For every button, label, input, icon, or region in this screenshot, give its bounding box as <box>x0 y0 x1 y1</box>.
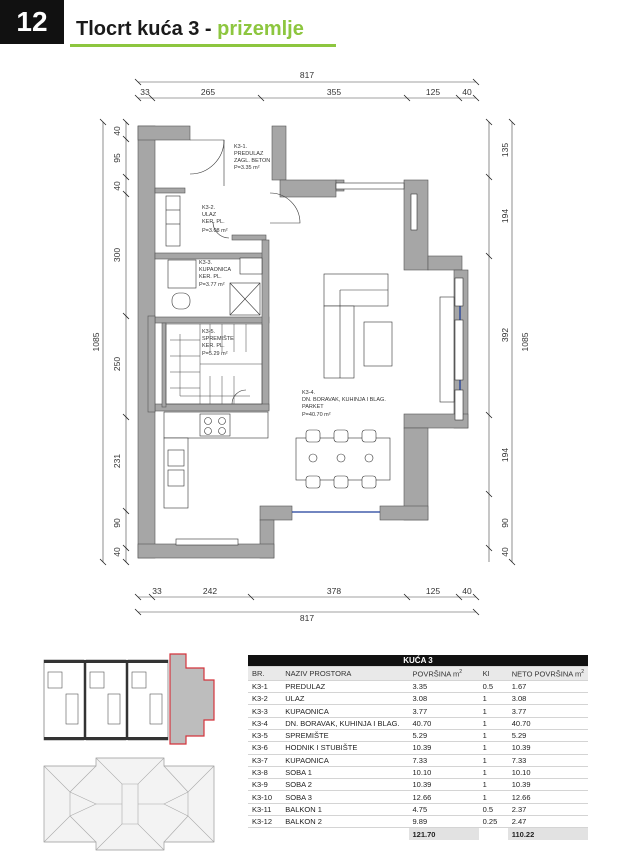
svg-text:PARKET: PARKET <box>302 404 324 410</box>
svg-text:DN. BORAVAK, KUHINJA I BLAG.: DN. BORAVAK, KUHINJA I BLAG. <box>302 397 386 403</box>
dim-right-seg: 40 <box>500 547 510 557</box>
svg-text:SPREMIŠTE: SPREMIŠTE <box>202 336 234 342</box>
dim-top-seg: 355 <box>326 87 342 97</box>
page-title <box>76 18 304 41</box>
dim-right-seg: 135 <box>500 142 510 158</box>
dim-left-seg: 90 <box>112 518 122 528</box>
room-area-table <box>248 655 588 840</box>
svg-text:K3-4.: K3-4. <box>302 390 316 396</box>
table-row: K3-10 SOBA 3 12.66 1 12.66 <box>248 791 588 803</box>
header-name: NAZIV PROSTORA <box>281 667 408 681</box>
svg-text:K3-5.: K3-5. <box>202 329 216 335</box>
key-plan-floor <box>38 650 224 746</box>
dim-left-seg: 40 <box>112 181 122 191</box>
table-row: K3-6 HODNIK I STUBIŠTE 10.39 1 10.39 <box>248 742 588 754</box>
title-main: Tlocrt kuća 3 - <box>76 18 218 40</box>
dim-right-seg: 392 <box>500 327 510 343</box>
room-label-k3-4 <box>302 390 386 418</box>
dim-right-seg: 90 <box>500 518 510 528</box>
table-row: K3-9 SOBA 2 10.39 1 10.39 <box>248 779 588 791</box>
svg-text:P=3.35 m²: P=3.35 m² <box>234 165 260 171</box>
table-row: K3-4 DN. BORAVAK, KUHINJA I BLAG. 40.70 1 40.70 <box>248 717 588 729</box>
room-label-k3-3 <box>199 260 231 288</box>
table-row: K3-2 ULAZ 3.08 1 3.08 <box>248 693 588 705</box>
dim-bottom-seg: 242 <box>202 586 218 596</box>
fixtures <box>164 196 392 508</box>
svg-text:KER. PL.: KER. PL. <box>199 274 222 280</box>
floor-plan <box>0 55 628 635</box>
dim-top-seg: 40 <box>462 87 472 97</box>
svg-text:P=40.70 m²: P=40.70 m² <box>302 412 331 418</box>
dim-top-seg: 33 <box>140 87 150 97</box>
room-label-k3-1 <box>234 144 270 171</box>
svg-text:ULAZ: ULAZ <box>202 212 217 218</box>
dim-left-seg: 40 <box>112 547 122 557</box>
room-label-k3-2 <box>202 205 228 234</box>
dim-right-seg: 194 <box>500 208 510 224</box>
svg-text:PREDULAZ: PREDULAZ <box>234 151 264 157</box>
title-accent: prizemlje <box>217 18 304 40</box>
dim-left-seg: 231 <box>112 453 122 469</box>
dim-left-seg: 300 <box>112 247 122 263</box>
table-row: K3-12 BALKON 2 9.89 0.25 2.47 <box>248 816 588 828</box>
page-number: 12 <box>0 0 64 44</box>
svg-text:P=3.77 m²: P=3.77 m² <box>199 282 225 288</box>
table-row: K3-1 PREDULAZ 3.35 0.5 1.67 <box>248 680 588 692</box>
header-area: POVRŠINA $m^2$ <box>409 667 479 681</box>
svg-text:KER. PL.: KER. PL. <box>202 219 225 225</box>
table-row: K3-8 SOBA 1 10.10 1 10.10 <box>248 766 588 778</box>
table-title-row <box>248 655 588 667</box>
header-ki: KI <box>479 667 508 681</box>
svg-text:K3-3.: K3-3. <box>199 260 213 266</box>
table-header-row <box>248 667 588 681</box>
header-br: BR. <box>248 667 281 681</box>
svg-text:K3-2.: K3-2. <box>202 205 216 211</box>
table-row: K3-5 SPREMIŠTE 5.29 1 5.29 <box>248 729 588 741</box>
svg-text:P=5.29 m²: P=5.29 m² <box>202 351 228 357</box>
dim-top-seg: 265 <box>200 87 216 97</box>
dim-left-total: 1085 <box>91 332 101 352</box>
dim-right-seg: 194 <box>500 447 510 463</box>
svg-text:P=3.08 m²: P=3.08 m² <box>202 228 228 234</box>
dim-right-total: 1085 <box>520 332 530 352</box>
svg-text:K3-1.: K3-1. <box>234 144 248 150</box>
dim-left-seg: 40 <box>112 126 122 136</box>
dim-bottom-total: 817 <box>299 613 315 623</box>
dim-bottom-seg: 40 <box>462 586 472 596</box>
dim-left-seg: 95 <box>112 153 122 163</box>
dim-left-seg: 250 <box>112 356 122 372</box>
dim-top-total: 817 <box>299 70 315 80</box>
dim-bottom-seg: 33 <box>152 586 162 596</box>
header-net: NETO POVRŠINA $m^2$ <box>508 667 588 681</box>
svg-text:KER. PL.: KER. PL. <box>202 343 225 349</box>
title-underline <box>70 44 336 47</box>
key-plan-roof <box>38 752 224 856</box>
total-area: 121.70 <box>409 828 479 840</box>
svg-text:ZAGL. BETON: ZAGL. BETON <box>234 158 271 164</box>
table-row: K3-11 BALKON 1 4.75 0.5 2.37 <box>248 803 588 815</box>
dim-bottom-seg: 125 <box>425 586 441 596</box>
table-row: K3-3 KUPAONICA 3.77 1 3.77 <box>248 705 588 717</box>
table-row: K3-7 KUPAONICA 7.33 1 7.33 <box>248 754 588 766</box>
room-label-k3-5 <box>202 329 234 357</box>
table-total-row <box>248 828 588 840</box>
total-net: 110.22 <box>508 828 588 840</box>
svg-text:KUPAONICA: KUPAONICA <box>199 267 231 273</box>
dim-top-seg: 125 <box>425 87 441 97</box>
dim-bottom-seg: 378 <box>326 586 342 596</box>
table-title: KUĆA 3 <box>248 655 588 667</box>
